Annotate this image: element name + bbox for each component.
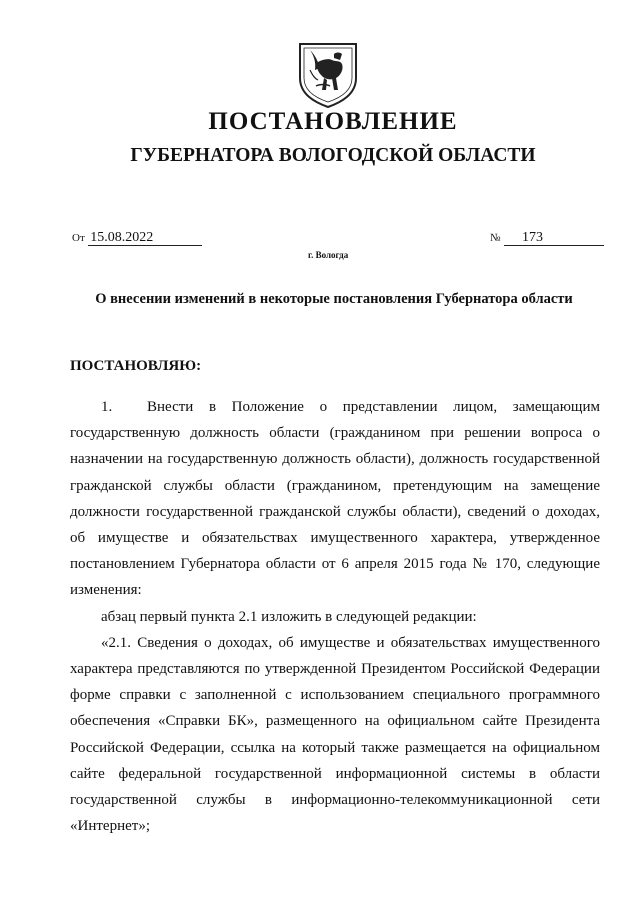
paragraph-1-number: 1. <box>101 399 113 415</box>
paragraph-3: «2.1. Сведения о доходах, об имуществе и обязательствах имущественного характера представляются по утвержденной Президентом Российской Федерации форме справки с заполненной с использованием специального программного обеспечения «Справки БК», размещенного на официальном сайте Президента Российской Федерации, ссылка на который также размещается на официальном сайте федеральной государственной информационной системы в области государственной службы в информационно-телекоммуникационной сети «Интернет»; <box>70 634 600 835</box>
vologda-coat-of-arms-icon <box>296 40 360 110</box>
document-title: ПОСТАНОВЛЕНИЕ <box>208 108 458 135</box>
number-value: 173 <box>504 230 604 246</box>
document-subtitle: ГУБЕРНАТОРА ВОЛОГОДСКОЙ ОБЛАСТИ <box>130 145 536 166</box>
paragraph-1-text: Внести в Положение о представлении лицом, замещающим государственную должность области (гражданином при решении вопроса о назначении на государственную должность области), должность государственной гражданской службы области (гражданином, претендующим на замещение должности государственной гражданской службы области), сведений о доходах, об имуществе и обязательствах имущественного характера, утвержденное постановлением Губернатора области от 6 апреля 2015 года № 170, следующие изменения: <box>70 399 600 599</box>
paragraph-2: абзац первый пункта 2.1 изложить в следующей редакции: <box>101 608 477 625</box>
document-body <box>70 394 600 839</box>
number-field <box>490 230 604 246</box>
date-value: 15.08.2022 <box>88 230 202 246</box>
paragraph-1 <box>70 394 600 604</box>
date-prefix: От <box>72 232 85 244</box>
date-field <box>72 230 202 246</box>
city-label: г. Вологда <box>308 250 349 260</box>
document-subject: О внесении изменений в некоторые постановления Губернатора области <box>95 291 573 307</box>
number-prefix: № <box>490 232 501 244</box>
resolve-heading: ПОСТАНОВЛЯЮ: <box>70 358 202 374</box>
